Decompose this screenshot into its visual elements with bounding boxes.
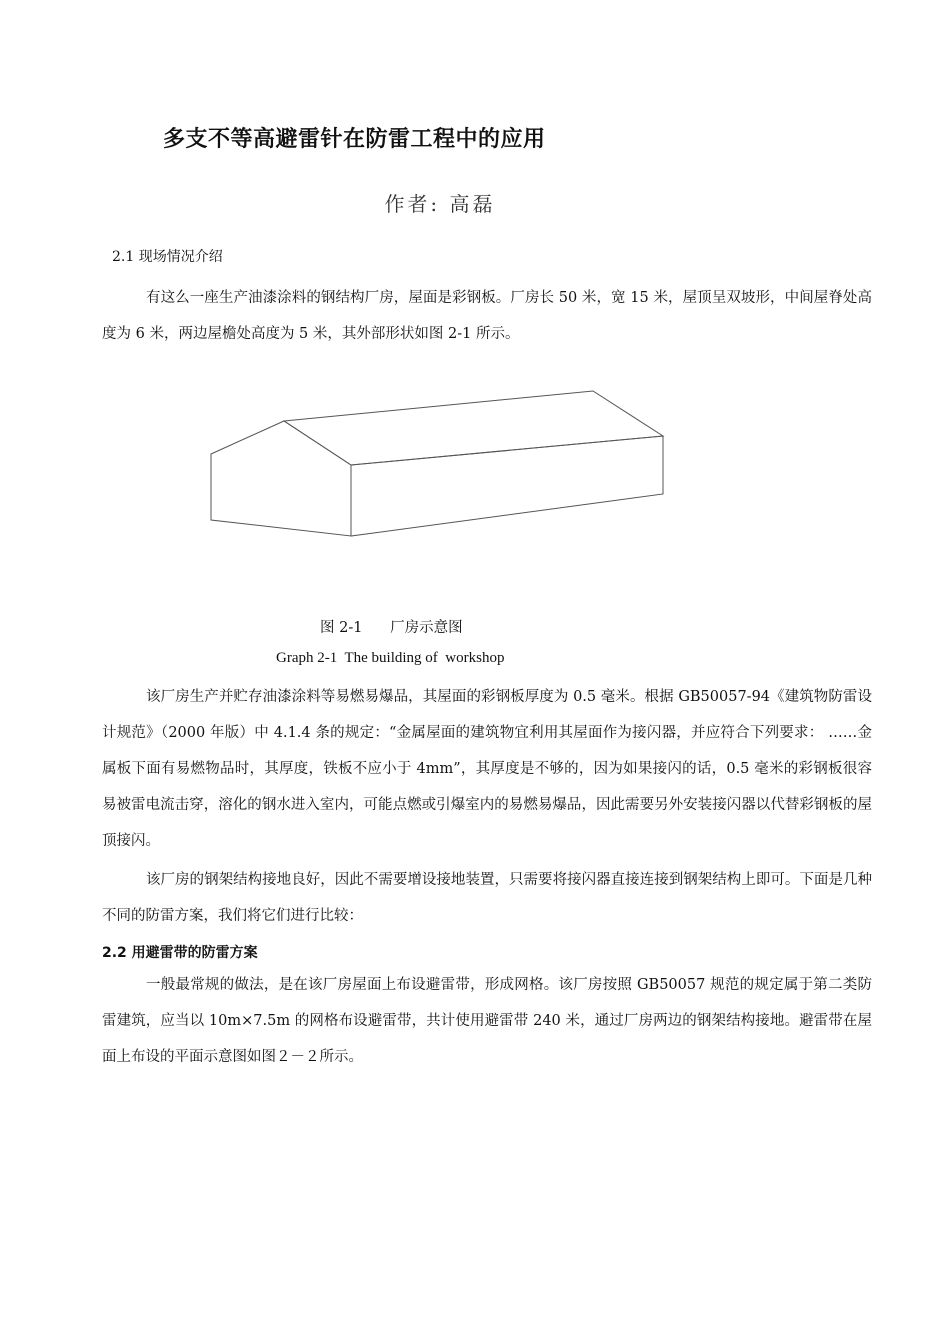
workshop-drawing — [205, 385, 675, 545]
paragraph-material-analysis — [102, 679, 872, 859]
workshop-side-wall — [351, 436, 663, 536]
figure-caption-en: Graph 2-1 The building of workshop — [276, 650, 505, 666]
document-title: 多支不等高避雷针在防雷工程中的应用 — [163, 127, 546, 152]
section-heading-2-2: 2.2 用避雷带的防雷方案 — [102, 945, 258, 961]
author-line: 作者: 高磊 — [384, 192, 496, 216]
workshop-gable-wall — [211, 421, 351, 536]
section-heading-2-1: 2.1 现场情况介绍 — [112, 249, 223, 265]
paragraph-grounding-text: 该厂房的钢架结构接地良好，因此不需要增设接地装置，只需要将接闪器直接连接到钢架结构上即可。下面是几种不同的防雷方案，我们将它们进行比较： — [102, 872, 872, 924]
section-2-1-body — [102, 280, 872, 352]
figure-caption-cn: 图 2-1 厂房示意图 — [320, 620, 463, 636]
paragraph-lightning-belt: 一般最常规的做法，是在该厂房屋面上布设避雷带，形成网格。该厂房按照 GB50057 规范的规定属于第二类防雷建筑，应当以 10m×7.5m 的网格布设避雷带，共计使用避雷带 240 米，通过厂房两边的钢架结构接地。避雷带在屋面上布设的平面示意图如图２－２所示。 — [102, 977, 872, 1065]
section-2-2-body — [102, 967, 872, 1075]
paragraph-workshop-description: 有这么一座生产油漆涂料的钢结构厂房，屋面是彩钢板。厂房长 50 米，宽 15 米，屋顶呈双坡形，中间屋脊处高度为 6 米，两边屋檐处高度为 5 米，其外部形状如图 2-1 所示。 — [102, 290, 872, 342]
workshop-figure — [205, 385, 675, 549]
paragraph-grounding — [102, 862, 872, 934]
paragraph-standard-citation: 该厂房生产并贮存油漆涂料等易燃易爆品，其屋面的彩钢板厚度为 0.5 毫米。根据 GB50057-94《建筑物防雷设计规范》（2000 年版）中 4.1.4 条的规定：“金属屋面的建筑物宜利用其屋面作为接闪器，并应符合下列要求： ……金属板下面有易燃物品时，其厚度，铁板不应小于 4mm”，其厚度是不够的，因为如果接闪的话，0.5 毫米的彩钢板很容易被雷电流击穿，溶化的钢水进入室内，可能点燃或引爆室内的易燃易爆品，因此需要另外安装接闪器以代替彩钢板的屋顶接闪。 — [102, 689, 872, 849]
